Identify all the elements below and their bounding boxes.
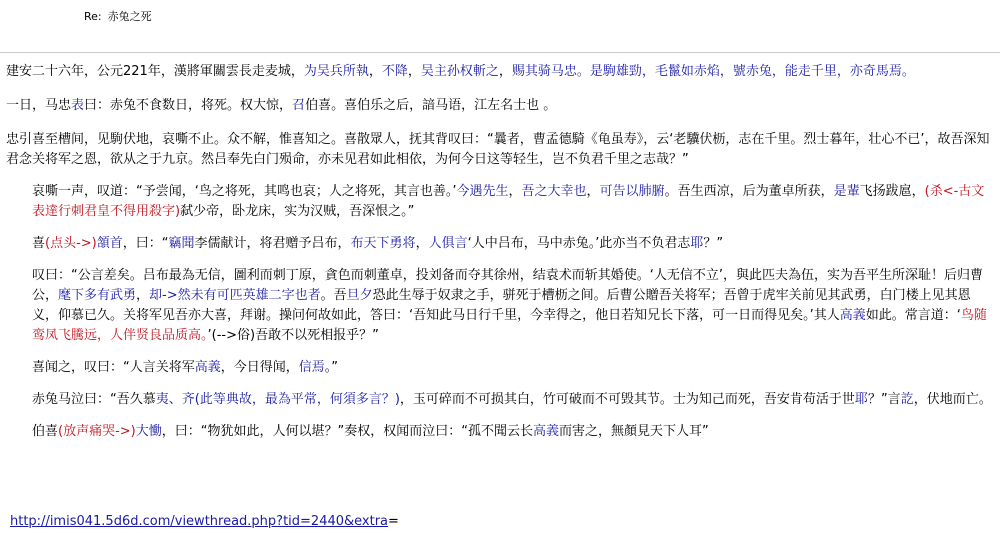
red-annotation: (杀<-古文表達行刺君皇不得用殺字) [32, 184, 985, 219]
text-segment: ，今日得闻， [220, 360, 299, 375]
text-segment: ？” [703, 236, 724, 251]
blue-phrase: 旦夕 [346, 288, 373, 303]
text-segment: 弑少帝，卧龙床，实为汉贼，吾深恨之。” [180, 204, 415, 219]
blue-phrase: 大慟 [135, 424, 162, 439]
text-segment: 如此。常言道：‘ [865, 308, 961, 323]
text-segment: ， [407, 64, 421, 79]
text-segment: ， [368, 64, 382, 79]
text-segment: 赤兔马泣曰：“吾久慕 [32, 392, 156, 407]
blue-phrase: 竊聞 [168, 236, 195, 251]
text-segment: ， [498, 64, 512, 79]
thread-link-line [10, 514, 399, 529]
post-body [6, 62, 992, 442]
blue-phrase: 表 [71, 98, 85, 113]
blue-phrase: 高義 [839, 308, 866, 323]
paragraph [6, 390, 992, 410]
paragraph [6, 358, 992, 378]
post-title [84, 8, 152, 24]
text-segment: 一日，马忠 [6, 98, 72, 113]
text-segment: ，玉可碎而不可损其白，竹可破而不可毁其节。士为知己而死，吾安肯苟活于世 [399, 392, 855, 407]
text-segment: ’(-->俗)吾敢不以死相报乎？” [207, 328, 379, 343]
red-annotation: (点头->) [45, 236, 97, 251]
blue-phrase: 吾之大幸也 [521, 184, 587, 199]
text-segment: 伯喜。喜伯乐之后，諳马语，江左名士也 。 [305, 98, 557, 113]
blue-phrase: 麾下多有武勇 [58, 288, 137, 303]
text-segment: 恐此生辱于奴隶之手，骈死于槽枥之间。后曹公贈吾关将军；吾曾于虎牢关前见其武勇，白门楼上见其恩义，仰慕已久。关将军见吾亦大喜，拜谢。操问何故如此，答曰：‘吾知此马日行千里，今幸得之，他日若知兄长下落，可一日而得见矣。’其人 [32, 288, 971, 323]
blue-phrase: 訖 [900, 392, 914, 407]
paragraph [6, 96, 992, 116]
blue-phrase: 召 [292, 98, 306, 113]
paragraph [6, 130, 992, 170]
blue-phrase: 是輩 [833, 184, 860, 199]
blue-phrase: 却->然未有可匹英雄二字也者 [149, 288, 321, 303]
text-segment: 伯喜 [32, 424, 59, 439]
blue-phrase: 人俱言 [428, 236, 468, 251]
text-segment: 哀嘶一声，叹道：“予尝闻，‘鸟之将死，其鸣也哀；人之将死，其言也善。’ [32, 184, 457, 199]
blue-phrase: 布天下勇将 [350, 236, 416, 251]
text-segment: ？”言 [867, 392, 901, 407]
blue-phrase: 可告以肺腑 [599, 184, 665, 199]
paragraph [6, 266, 992, 346]
text-segment: 而害之，無顏見天下人耳” [559, 424, 709, 439]
blue-phrase: 耶 [854, 392, 868, 407]
text-segment: ，曰：“ [122, 236, 169, 251]
text-segment: 曰：赤兔不食数日，将死。权大惊， [84, 98, 293, 113]
blue-phrase: 吴主孙权斬之 [420, 64, 499, 79]
text-segment: ，伏地而亡。 [913, 392, 992, 407]
link-suffix: = [388, 514, 399, 529]
blue-phrase: 高義 [532, 424, 559, 439]
blue-phrase: 高義 [194, 360, 221, 375]
text-segment: 喜闻之，叹曰：“人言关将军 [32, 360, 195, 375]
text-segment: ， [508, 184, 522, 199]
text-segment: 飞扬跋扈， [859, 184, 925, 199]
text-segment: 。吾 [320, 288, 347, 303]
text-segment: 喜 [32, 236, 46, 251]
blue-phrase: 今遇先生 [456, 184, 509, 199]
blue-phrase: 不降 [381, 64, 408, 79]
thread-link[interactable]: http://imis041.5d6d.com/viewthread.php?tid=2440&extra [10, 514, 389, 529]
red-annotation: 鸟随鸾凤飞騰远，人伴贤良品质高。 [32, 308, 987, 343]
text-segment: ， [586, 184, 600, 199]
text-segment: ‘人中吕布，马中赤兔。’此亦当不负君志 [467, 236, 691, 251]
blue-phrase: 为吴兵所執 [303, 64, 369, 79]
blue-phrase: 赐其骑马忠。是駒雄勁，毛鬣如赤焰，號赤兔，能走千里，亦奇馬焉。 [511, 64, 915, 79]
paragraph [6, 182, 992, 222]
text-segment: 李儒献计，将君赠予吕布， [194, 236, 351, 251]
blue-phrase: 頷首 [96, 236, 123, 251]
title-text: 赤兔之死 [107, 10, 152, 23]
blue-phrase: 夷、齐(此等典故，最為平常，何須多言？) [155, 392, 400, 407]
blue-phrase: 耶 [690, 236, 704, 251]
re-label: Re: [84, 10, 102, 23]
text-segment: 叹曰：“公言差矣。吕布最為无信，圖利而刺丁原，貪色而刺董卓，投刘备而夺其徐州，结袁术而斩其婚使。‘人无信不立’，與此匹夫為伍，实为吾平生所深耻！后归曹公， [32, 268, 984, 303]
paragraph [6, 62, 992, 82]
paragraph [6, 422, 992, 442]
blue-phrase: 信焉 [298, 360, 325, 375]
text-segment: 。” [324, 360, 339, 375]
text-segment: ， [136, 288, 150, 303]
text-segment: 。吾生西凉，后为董卓所获， [664, 184, 834, 199]
text-segment: 建安二十六年，公元221年，漢將軍關雲長走麦城， [6, 64, 304, 79]
red-annotation: (放声痛哭->) [58, 424, 136, 439]
divider [0, 52, 1000, 53]
text-segment: ， [415, 236, 429, 251]
text-segment: ，曰：“物犹如此，人何以堪？”奏权，权闻而泣曰：“孤不聞云长 [161, 424, 533, 439]
text-segment: 忠引喜至槽间，见駒伏地，哀嘶不止。众不解，惟喜知之。喜散眾人，抚其背叹曰：“曩者，曹孟德騎《龟虽寿》，云‘老驥伏枥，志在千里。烈士暮年，壮心不已’，故吾深知君念关将军之恩，欲从之于九京。然吕奉先白门殒命，亦未见君如此相依，为何今日这等轻生，岂不负君千里之志哉？” [6, 132, 990, 167]
paragraph [6, 234, 992, 254]
